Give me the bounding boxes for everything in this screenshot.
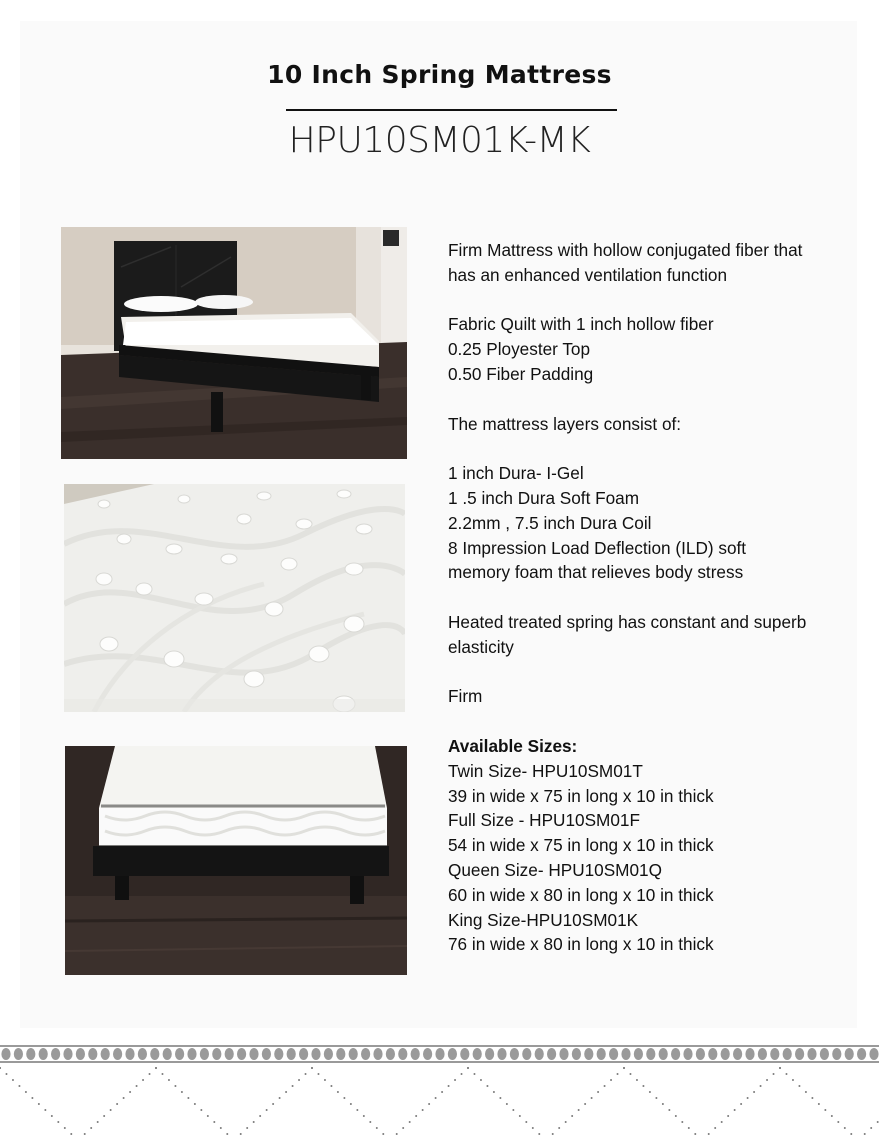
- layer-line: 8 Impression Load Deflection (ILD) soft: [448, 537, 747, 558]
- size-dims: 76 in wide x 80 in long x 10 in thick: [448, 934, 714, 955]
- title-divider: [286, 109, 617, 111]
- sizes-heading: Available Sizes:: [448, 735, 578, 756]
- size-dims: 39 in wide x 75 in long x 10 in thick: [448, 785, 714, 806]
- bed-with-headboard-photo: [61, 227, 407, 459]
- intro-line: Firm Mattress with hollow conjugated fiber that: [448, 240, 803, 260]
- page-title: 10 Inch Spring Mattress: [267, 60, 612, 89]
- quilt-line: 0.25 Ployester Top: [448, 339, 591, 360]
- layers-heading: The mattress layers consist of:: [448, 413, 682, 434]
- size-dims: 60 in wide x 80 in long x 10 in thick: [448, 884, 714, 905]
- layer-line: memory foam that relieves body stress: [448, 562, 744, 583]
- spring-line: elasticity: [448, 636, 514, 657]
- quilt-line: Fabric Quilt with 1 inch hollow fiber: [448, 314, 714, 335]
- size-name: Queen Size- HPU10SM01Q: [448, 859, 662, 880]
- size-name: Twin Size- HPU10SM01T: [448, 760, 643, 781]
- size-name: King Size-HPU10SM01K: [448, 909, 639, 930]
- quilt-line: 0.50 Fiber Padding: [448, 363, 594, 384]
- intro-line: has an enhanced ventilation function: [448, 264, 728, 285]
- firmness-label: Firm: [448, 686, 483, 707]
- mattress-on-platform-photo: [65, 746, 407, 975]
- layer-line: 1 .5 inch Dura Soft Foam: [448, 487, 640, 508]
- product-sku: HPU10SM01K-MK: [288, 120, 591, 161]
- footer-ornament-band: [0, 1043, 879, 1065]
- footer-dot-pattern: [0, 1065, 879, 1137]
- quilted-mattress-top-photo: [64, 484, 405, 712]
- layer-line: 2.2mm , 7.5 inch Dura Coil: [448, 512, 652, 533]
- size-name: Full Size - HPU10SM01F: [448, 810, 640, 831]
- spring-line: Heated treated spring has constant and superb: [448, 611, 807, 632]
- layer-line: 1 inch Dura- I-Gel: [448, 463, 584, 484]
- size-dims: 54 in wide x 75 in long x 10 in thick: [448, 835, 714, 856]
- product-description: [448, 238, 843, 957]
